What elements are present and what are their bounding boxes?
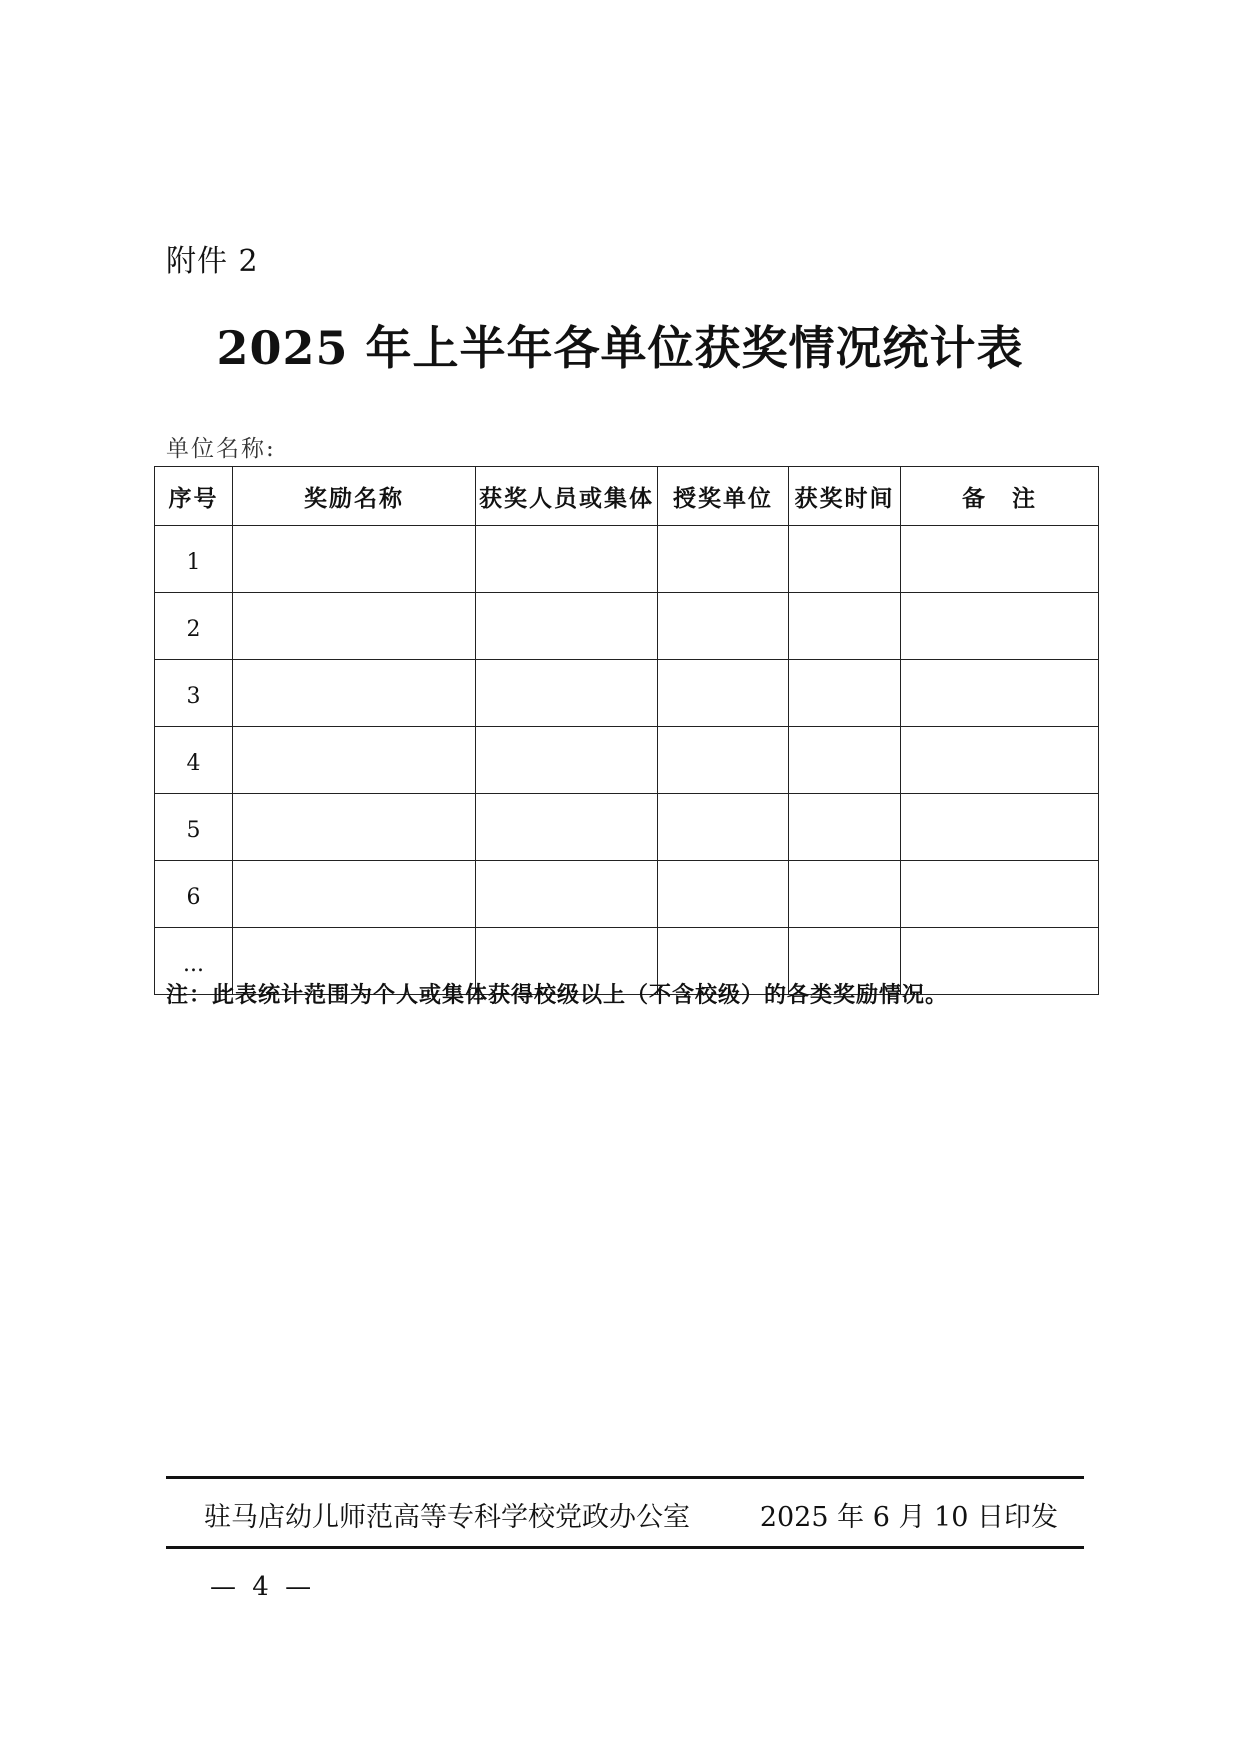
row-seq: 1 <box>155 526 233 593</box>
winner-cell <box>476 660 658 727</box>
row-seq: 3 <box>155 660 233 727</box>
award-time-cell <box>789 526 901 593</box>
award-time-cell <box>789 861 901 928</box>
grantor-cell <box>658 593 789 660</box>
winner-cell <box>476 526 658 593</box>
row-seq: 5 <box>155 794 233 861</box>
award-name-cell <box>233 861 476 928</box>
award-name-cell <box>233 727 476 794</box>
footer-bottom-rule <box>166 1546 1084 1549</box>
table-row <box>155 660 1099 727</box>
unit-name-label: 单位名称: <box>166 436 276 462</box>
table-header-row <box>155 467 1099 526</box>
grantor-cell <box>658 861 789 928</box>
grantor-cell <box>658 727 789 794</box>
row-seq: ... <box>155 928 233 995</box>
row-seq: 4 <box>155 727 233 794</box>
attachment-label: 附件 2 <box>166 244 259 279</box>
award-name-cell <box>233 526 476 593</box>
award-name-cell <box>233 794 476 861</box>
row-seq: 6 <box>155 861 233 928</box>
grantor-cell <box>658 660 789 727</box>
remark-cell <box>901 861 1099 928</box>
award-time-cell <box>789 727 901 794</box>
page-number: — 4 — <box>210 1572 316 1602</box>
award-statistics-table <box>154 466 1099 995</box>
award-name-cell <box>233 593 476 660</box>
grantor-cell <box>658 526 789 593</box>
issue-date: 2025 年 6 月 10 日印发 <box>759 1502 1058 1533</box>
table-row <box>155 861 1099 928</box>
column-header-award-time: 获奖时间 <box>789 467 901 526</box>
grantor-cell <box>658 794 789 861</box>
column-header-remark: 备 注 <box>901 467 1099 526</box>
remark-cell <box>901 727 1099 794</box>
footer-top-rule <box>166 1476 1084 1479</box>
row-seq: 2 <box>155 593 233 660</box>
column-header-winner: 获奖人员或集体 <box>476 467 658 526</box>
table-note: 注：此表统计范围为个人或集体获得校级以上（不含校级）的各类奖励情况。 <box>166 982 949 1008</box>
column-header-award-name: 奖励名称 <box>233 467 476 526</box>
table-row <box>155 727 1099 794</box>
winner-cell <box>476 593 658 660</box>
remark-cell <box>901 593 1099 660</box>
award-time-cell <box>789 593 901 660</box>
remark-cell <box>901 660 1099 727</box>
column-header-grantor: 授奖单位 <box>658 467 789 526</box>
remark-cell <box>901 526 1099 593</box>
issuing-office: 驻马店幼儿师范高等专科学校党政办公室 <box>204 1502 690 1533</box>
winner-cell <box>476 794 658 861</box>
winner-cell <box>476 727 658 794</box>
remark-cell <box>901 794 1099 861</box>
table-row <box>155 794 1099 861</box>
award-name-cell <box>233 660 476 727</box>
award-time-cell <box>789 660 901 727</box>
page-title: 2025 年上半年各单位获奖情况统计表 <box>216 321 1024 375</box>
table-row <box>155 526 1099 593</box>
award-time-cell <box>789 794 901 861</box>
column-header-seq: 序号 <box>155 467 233 526</box>
winner-cell <box>476 861 658 928</box>
table-row <box>155 593 1099 660</box>
